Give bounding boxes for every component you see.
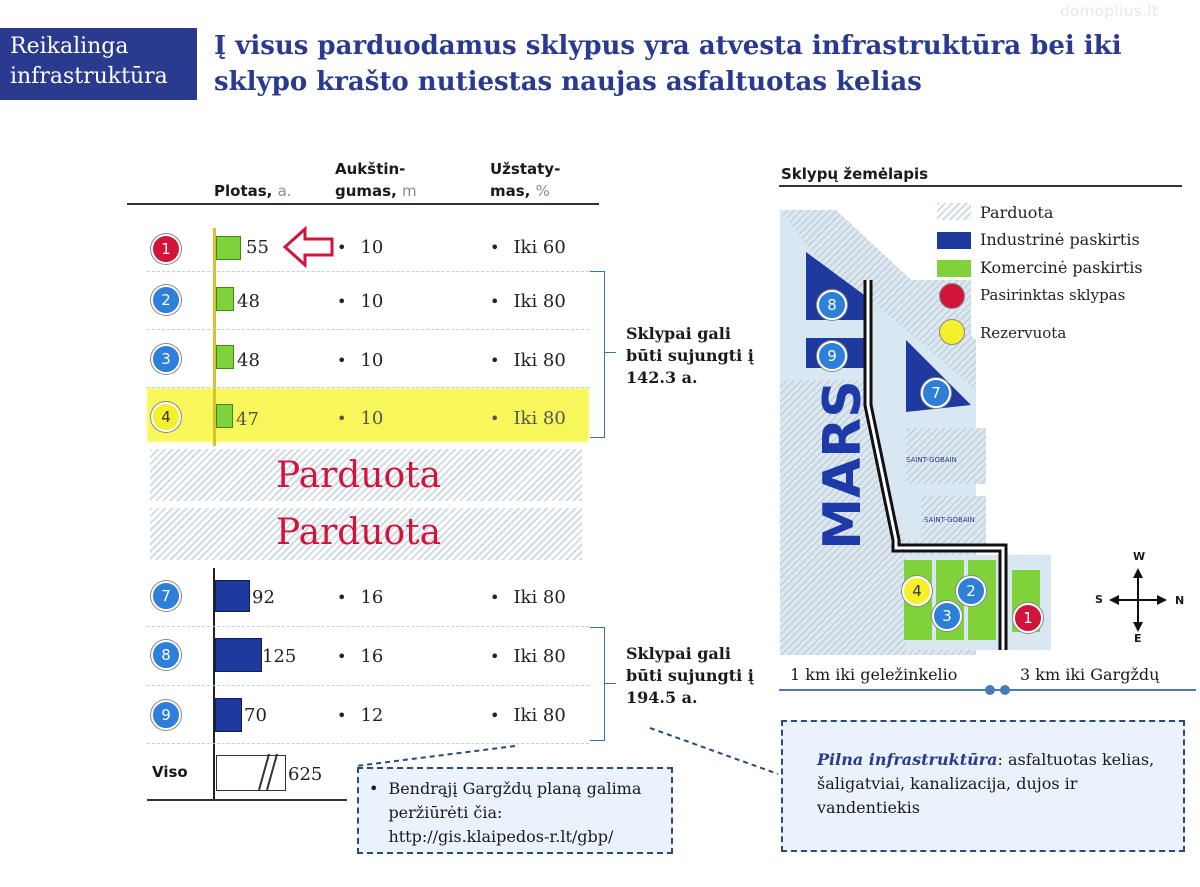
col-header-plotas: Plotas, a. xyxy=(214,182,292,200)
compass-w: W xyxy=(1133,550,1146,563)
saint-gobain-label: SAINT-GOBAIN xyxy=(924,516,975,524)
distance-marker xyxy=(1000,685,1010,695)
infrastructure-title: Pilna infrastruktūra xyxy=(817,750,998,769)
map-plot-4[interactable]: 4 xyxy=(902,576,932,606)
selected-arrow-icon xyxy=(283,226,335,268)
row-separator xyxy=(147,387,589,388)
legend-swatch-industrial xyxy=(937,232,971,249)
bullet: • xyxy=(369,779,379,798)
plot-badge: 1 xyxy=(151,234,181,264)
area-value: 125 xyxy=(262,646,297,667)
area-bar xyxy=(216,404,233,428)
col-header-uzstatymas: Užstaty- mas, % xyxy=(490,160,561,200)
height-value: • 12 xyxy=(337,705,383,726)
group-brace xyxy=(590,271,605,438)
col-header-aukstingumas: Aukštin- gumas, m xyxy=(335,160,417,200)
mars-label: MARS xyxy=(813,380,873,550)
row-separator xyxy=(147,329,589,330)
plot-badge: 2 xyxy=(151,285,181,315)
plan-note-box xyxy=(357,767,673,854)
row-separator xyxy=(147,626,589,627)
row-separator xyxy=(147,271,589,272)
axis-break-icon xyxy=(255,752,279,792)
map-plot-9[interactable]: 9 xyxy=(817,341,847,371)
legend-label: Pasirinktas sklypas xyxy=(980,286,1126,304)
watermark: domoplius.lt xyxy=(1060,2,1159,20)
coverage-value: • Iki 80 xyxy=(490,705,566,726)
total-value: 625 xyxy=(288,764,323,785)
section-tag: Reikalinga infrastruktūra xyxy=(0,28,197,100)
legend-label: Komercinė paskirtis xyxy=(980,258,1143,277)
height-value: • 16 xyxy=(337,646,383,667)
area-bar xyxy=(215,580,250,612)
compass-s: S xyxy=(1095,593,1103,606)
map-plot-8[interactable]: 8 xyxy=(817,290,847,320)
legend-label: Parduota xyxy=(980,203,1054,222)
plot-badge: 3 xyxy=(151,344,181,374)
page-title: Į visus parduodamus sklypus yra atvesta infrastruktūra bei iki sklypo krašto nutiestas naujas asfaltuotas kelias xyxy=(214,31,1122,97)
infrastructure-text: : asfaltuotas kelias, šaligatviai, kanalizacija, dujos ir vandentiekis xyxy=(817,750,1155,817)
sold-label: Parduota xyxy=(276,512,442,553)
area-value: 48 xyxy=(237,350,260,371)
saint-gobain-label: SAINT-GOBAIN xyxy=(906,456,957,464)
height-value: • 10 xyxy=(337,291,383,312)
plot-badge: 8 xyxy=(151,640,181,670)
sold-label: Parduota xyxy=(276,455,442,496)
map-plot-2[interactable]: 2 xyxy=(956,576,986,606)
area-bar xyxy=(215,698,242,732)
coverage-value: • Iki 80 xyxy=(490,350,566,371)
group-note-2: Sklypai gali būti sujungti į 194.5 a. xyxy=(626,644,754,707)
map-plot-1[interactable]: 1 xyxy=(1013,603,1043,633)
infrastructure-note-box xyxy=(781,720,1185,852)
legend-label: Industrinė paskirtis xyxy=(980,230,1140,249)
height-value: • 16 xyxy=(337,587,383,608)
plot-badge: 9 xyxy=(151,700,181,730)
distance-marker xyxy=(985,685,995,695)
legend-swatch-commercial xyxy=(937,260,971,277)
coverage-value: • Iki 60 xyxy=(490,237,566,258)
plot-badge: 4 xyxy=(151,402,181,432)
legend-swatch-reserved xyxy=(940,320,964,344)
brace-tick xyxy=(604,352,616,353)
total-label: Viso xyxy=(152,763,188,781)
plot-badge: 7 xyxy=(151,581,181,611)
compass-icon xyxy=(1105,560,1175,640)
map-plot-7[interactable]: 7 xyxy=(921,378,951,408)
distance-left-label: 1 km iki geležinkelio xyxy=(790,665,958,684)
coverage-value: • Iki 80 xyxy=(490,291,566,312)
brace-tick xyxy=(604,683,616,684)
area-value: 70 xyxy=(244,705,267,726)
area-bar xyxy=(216,287,234,311)
legend-label: Rezervuota xyxy=(980,324,1067,342)
area-bar xyxy=(216,236,241,260)
table-header-rule xyxy=(127,203,599,205)
row-separator xyxy=(147,685,589,686)
height-value: • 10 xyxy=(337,350,383,371)
coverage-value: • Iki 80 xyxy=(490,646,566,667)
area-bar xyxy=(216,345,234,369)
coverage-value: • Iki 80 xyxy=(490,408,566,429)
height-value: • 10 xyxy=(337,408,383,429)
height-value: • 10 xyxy=(337,237,383,258)
area-value: 47 xyxy=(236,409,259,430)
area-value: 48 xyxy=(237,291,260,312)
coverage-value: • Iki 80 xyxy=(490,587,566,608)
table-bottom-rule xyxy=(147,799,347,801)
compass-e: E xyxy=(1134,632,1142,645)
legend-swatch-sold xyxy=(937,203,971,220)
group-note-1: Sklypai gali būti sujungti į 142.3 a. xyxy=(626,324,754,387)
map-title-rule xyxy=(779,185,1182,187)
map-title: Sklypų žemėlapis xyxy=(781,165,929,183)
area-value: 92 xyxy=(252,587,275,608)
map-plot-3[interactable]: 3 xyxy=(932,601,962,631)
compass-n: N xyxy=(1175,594,1185,607)
area-bar xyxy=(215,638,262,672)
area-value: 55 xyxy=(246,237,269,258)
distance-right-label: 3 km iki Gargždų xyxy=(1020,665,1160,684)
plan-note-text: Bendrąjį Gargždų planą galima peržiūrėti čia: http://gis.klaipedos-r.lt/gbp/ xyxy=(388,779,642,846)
legend-swatch-selected xyxy=(940,284,964,308)
